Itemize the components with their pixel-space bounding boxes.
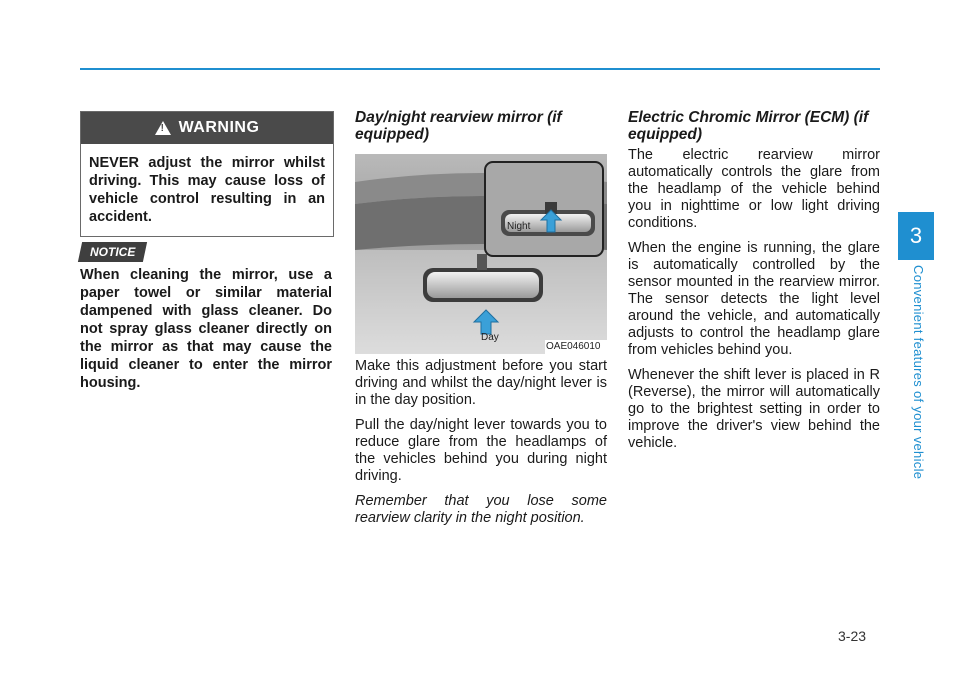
daynight-paragraph-1: Make this adjustment before you start driving and whilst the day/night lever is in the day position. xyxy=(355,358,607,408)
notice-label: NOTICE xyxy=(90,245,136,259)
notice-text: When cleaning the mirror, use a paper towel or similar material dampened with glass cleaner. Do not spray glass cleaner directly on the mirror as that may cause the liquid cleaner to enter the mirror housing. xyxy=(80,267,332,391)
figure-code: OAE046010 xyxy=(546,341,601,352)
chapter-label: Convenient features of your vehicle xyxy=(911,265,926,480)
ecm-paragraph-3: Whenever the shift lever is placed in R (Reverse), the mirror will automatically go to the brightest setting in order to improve the driver's view behind the vehicle. xyxy=(628,367,880,451)
ecm-paragraph-2: When the engine is running, the glare is automatically controlled by the sensor mounted in the rearview mirror. The sensor detects the light level around the vehicle, and automatically adjusts to control the headlamp glare from vehicles behind you. xyxy=(628,240,880,358)
daynight-body xyxy=(355,358,607,535)
daynight-note: Remember that you lose some rearview clarity in the night position. xyxy=(355,493,607,526)
warning-triangle-icon xyxy=(155,121,171,135)
day-label: Day xyxy=(481,332,499,343)
notice-badge xyxy=(78,242,148,262)
top-rule xyxy=(80,68,880,70)
page-number: 3-23 xyxy=(838,628,867,644)
ecm-paragraph-1: The electric rearview mirror automatically controls the glare from the headlamp of the vehicle behind you in nighttime or low light driving conditions. xyxy=(628,147,880,231)
warning-title: WARNING xyxy=(178,119,260,136)
night-label: Night xyxy=(507,221,531,232)
daynight-mirror-heading: Day/night rearview mirror (if equipped) xyxy=(355,109,562,143)
ecm-heading: Electric Chromic Mirror (ECM) (if equipped) xyxy=(628,109,869,143)
daynight-paragraph-2: Pull the day/night lever towards you to reduce glare from the headlamps of the vehicles behind you during night driving. xyxy=(355,417,607,484)
warning-text: NEVER adjust the mirror whilst driving. This may cause loss of vehicle control resulting in an accident. xyxy=(89,155,325,225)
chapter-tab: 3 xyxy=(898,212,934,260)
ecm-body xyxy=(628,147,880,460)
warning-header xyxy=(81,112,333,144)
mirror-illustration xyxy=(355,154,607,354)
warning-box xyxy=(80,111,334,237)
